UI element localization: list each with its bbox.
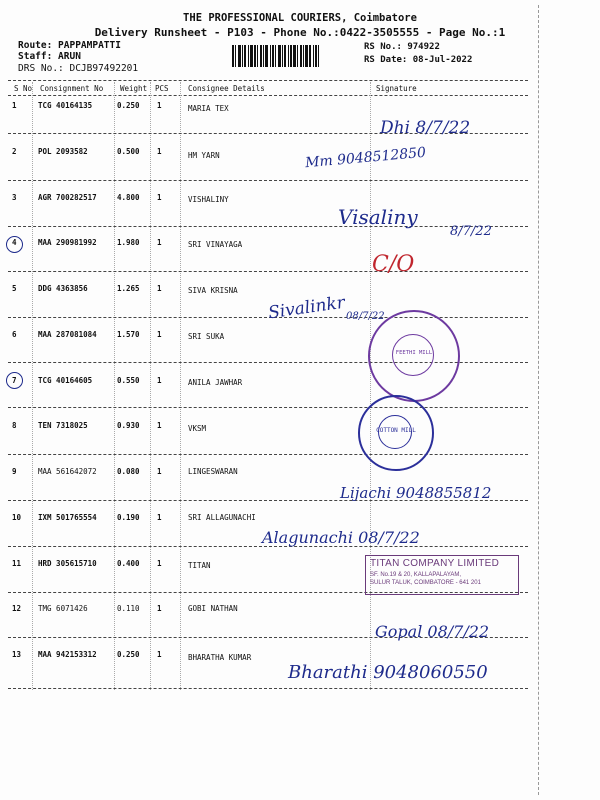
row-consignee: VISHALINY [188, 195, 229, 204]
signature-row-3: Visaliny [338, 205, 418, 229]
row-consignee: SIVA KRISNA [188, 286, 238, 295]
row-weight: 0.190 [117, 513, 140, 522]
table-row [0, 238, 538, 252]
company-seal [368, 310, 460, 402]
signature-row-4: C/O [372, 252, 415, 277]
drs-label: DRS No.: DCJB97492201 [18, 63, 139, 74]
row-divider [8, 407, 528, 408]
row-pcs: 1 [157, 101, 162, 110]
row-pcs: 1 [157, 284, 162, 293]
row-weight: 1.265 [117, 284, 140, 293]
col-pcs: PCS [155, 84, 169, 93]
row-sno: 2 [12, 147, 17, 156]
table-row [0, 284, 538, 298]
table-row [0, 513, 538, 527]
stamp-address: SULUR TALUK, COIMBATORE - 641 201 [370, 580, 481, 586]
row-consignee: VKSM [188, 424, 207, 433]
row-pcs: 1 [157, 147, 162, 156]
row-pcs: 1 [157, 650, 162, 659]
row-pcs: 1 [157, 193, 162, 202]
header-top-line [8, 80, 528, 81]
col-consignment: Consignment No [40, 84, 104, 93]
row-divider [8, 180, 528, 181]
row-consignment: TEN 7318025 [38, 421, 88, 430]
rs-date: RS Date: 08-Jul-2022 [364, 55, 473, 65]
row-sno: 13 [12, 650, 22, 659]
table-row [0, 193, 538, 207]
row-marker-circle [6, 372, 23, 389]
row-consignment: IXM 501765554 [38, 513, 97, 522]
header-bottom-line [8, 95, 528, 96]
row-consignee: ANILA JAWHAR [188, 378, 243, 387]
signature-row-3-date: 8/7/22 [450, 224, 492, 239]
row-consignment: MAA 290981992 [38, 238, 97, 247]
col-weight: Weight [120, 84, 148, 93]
titan-stamp [365, 555, 519, 595]
signature-row-2: Mm 9048512850 [304, 144, 427, 172]
row-weight: 0.500 [117, 147, 140, 156]
row-consignment: HRD 305615710 [38, 559, 97, 568]
row-sno: 1 [12, 101, 17, 110]
row-consignment: MAA 561642072 [38, 467, 97, 476]
route-label: Route: PAPPAMPATTI [18, 40, 121, 51]
row-consignee: TITAN [188, 561, 211, 570]
table-row [0, 604, 538, 618]
row-consignee: BHARATHA KUMAR [188, 653, 252, 662]
row-weight: 4.800 [117, 193, 140, 202]
row-weight: 0.550 [117, 376, 140, 385]
row-weight: 0.080 [117, 467, 140, 476]
table-row [0, 101, 538, 115]
col-sno: S No [14, 84, 33, 93]
row-consignment: TCG 40164605 [38, 376, 93, 385]
row-consignee: SRI SUKA [188, 332, 225, 341]
staff-label: Staff: ARUN [18, 51, 81, 62]
row-sno: 12 [12, 604, 22, 613]
row-weight: 0.250 [117, 650, 140, 659]
rs-number: RS No.: 974922 [364, 42, 440, 52]
row-sno: 5 [12, 284, 17, 293]
row-divider [8, 271, 528, 272]
row-consignee: SRI VINAYAGA [188, 240, 243, 249]
row-sno: 8 [12, 421, 17, 430]
row-consignment: TCG 40164135 [38, 101, 93, 110]
row-divider [8, 688, 528, 689]
row-sno: 7 [12, 376, 17, 385]
row-pcs: 1 [157, 238, 162, 247]
row-weight: 0.110 [117, 604, 140, 613]
row-pcs: 1 [157, 467, 162, 476]
row-sno: 3 [12, 193, 17, 202]
signature-row-5: Sivalinkr [266, 292, 347, 324]
page-edge-line [538, 5, 539, 795]
stamp-company: TITAN COMPANY LIMITED [370, 558, 500, 569]
row-sno: 10 [12, 513, 22, 522]
signature-row-13: Bharathi 9048060550 [288, 662, 488, 683]
table-row [0, 376, 538, 390]
row-divider [8, 454, 528, 455]
row-consignment: MAA 287081084 [38, 330, 97, 339]
row-consignee: LINGESWARAN [188, 467, 238, 476]
table-row [0, 147, 538, 161]
table-row [0, 467, 538, 481]
runsheet-title: Delivery Runsheet - P103 - Phone No.:0422-3505555 - Page No.:1 [94, 26, 506, 39]
row-weight: 0.930 [117, 421, 140, 430]
seal-text: FEETHI MILL [395, 350, 433, 356]
seal-text: COTTON MILL [376, 427, 416, 434]
row-weight: 1.570 [117, 330, 140, 339]
col-consignee: Consignee Details [188, 84, 265, 93]
row-consignee: GOBI NATHAN [188, 604, 238, 613]
signature-row-10: Alagunachi 08/7/22 [262, 528, 420, 547]
signature-row-1: Dhi 8/7/22 [380, 118, 471, 138]
row-consignment: MAA 942153312 [38, 650, 97, 659]
stamp-address: SF. No.19 & 20, KALLAPALAYAM, [370, 572, 462, 578]
row-marker-circle [6, 236, 23, 253]
row-consignment: POL 2093582 [38, 147, 88, 156]
row-consignee: HM YARN [188, 151, 220, 160]
row-pcs: 1 [157, 559, 162, 568]
row-consignment: DDG 4363856 [38, 284, 88, 293]
row-consignee: MARIA TEX [188, 104, 229, 113]
row-consignment: AGR 700282517 [38, 193, 97, 202]
cotton-mill-seal [358, 395, 434, 471]
row-consignee: SRI ALLAGUNACHI [188, 513, 256, 522]
row-pcs: 1 [157, 604, 162, 613]
row-weight: 0.400 [117, 559, 140, 568]
row-pcs: 1 [157, 421, 162, 430]
signature-row-12: Gopal 08/7/22 [375, 622, 490, 641]
row-pcs: 1 [157, 513, 162, 522]
row-sno: 4 [12, 238, 17, 247]
table-row [0, 421, 538, 435]
signature-row-9: Lijachi 9048855812 [340, 484, 492, 502]
row-weight: 1.980 [117, 238, 140, 247]
row-weight: 0.250 [117, 101, 140, 110]
col-signature: Signature [376, 84, 417, 93]
barcode [232, 45, 352, 67]
signature-row-5-date: 08/7/22 [346, 311, 385, 322]
row-sno: 6 [12, 330, 17, 339]
row-pcs: 1 [157, 330, 162, 339]
row-consignment: TMG 6071426 [38, 604, 88, 613]
company-title: THE PROFESSIONAL COURIERS, Coimbatore [183, 12, 417, 24]
row-pcs: 1 [157, 376, 162, 385]
row-sno: 11 [12, 559, 22, 568]
row-sno: 9 [12, 467, 17, 476]
